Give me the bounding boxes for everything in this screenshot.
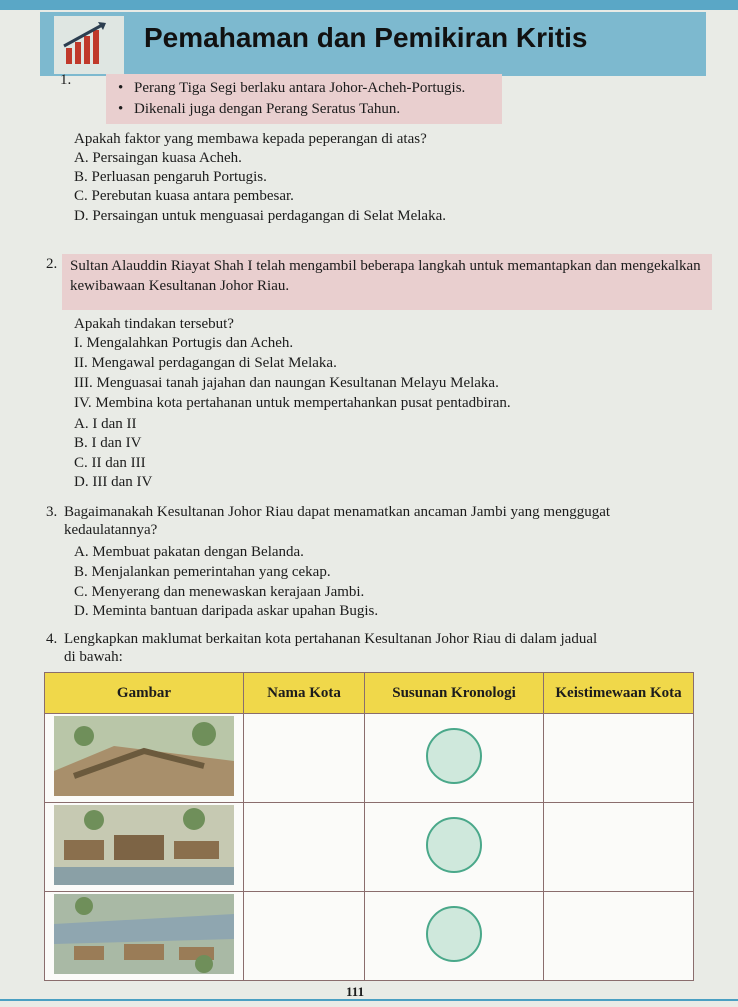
kronologi-circle[interactable]: [426, 817, 482, 873]
question-number-2: 2.: [46, 256, 58, 272]
q2-statement-4: IV. Membina kota pertahanan untuk mempertahankan pusat pentadbiran.: [74, 395, 511, 411]
table-header-row: [45, 673, 694, 714]
q2-option-c: C. II dan III: [74, 455, 146, 471]
q2-option-d: D. III dan IV: [74, 474, 153, 490]
question-number-1: 1.: [60, 72, 72, 88]
fort-image-1: [45, 714, 244, 803]
table-row: [45, 892, 694, 981]
keistimewaan-cell[interactable]: [544, 714, 694, 803]
q3-question-line1: Bagaimanakah Kesultanan Johor Riau dapat menamatkan ancaman Jambi yang menggugat: [64, 504, 611, 520]
q1-option-b: B. Perluasan pengaruh Portugis.: [74, 169, 267, 185]
page-number: 111: [346, 984, 365, 999]
col-gambar: Gambar: [45, 673, 244, 714]
keistimewaan-cell[interactable]: [544, 892, 694, 981]
nama-kota-cell[interactable]: [244, 803, 365, 892]
fortress-table: [44, 672, 694, 981]
q3-option-d: D. Meminta bantuan daripada askar upahan Bugis.: [74, 603, 379, 619]
q2-statement-1: I. Mengalahkan Portugis dan Acheh.: [74, 335, 294, 351]
q2-option-b: B. I dan IV: [74, 435, 142, 451]
q2-statement-3: III. Menguasai tanah jajahan dan naungan Kesultanan Melayu Melaka.: [74, 375, 499, 391]
q1-option-d: D. Persaingan untuk menguasai perdagangan di Selat Melaka.: [74, 208, 446, 224]
q1-question: Apakah faktor yang membawa kepada peperangan di atas?: [74, 131, 427, 147]
q3-question-line2: kedaulatannya?: [64, 522, 158, 538]
q1-bullet-1: • Perang Tiga Segi berlaku antara Johor-Acheh-Portugis.: [116, 78, 492, 99]
kronologi-circle[interactable]: [426, 728, 482, 784]
fort-image-3: [45, 892, 244, 981]
kronologi-circle[interactable]: [426, 906, 482, 962]
bar-chart-icon: [54, 16, 124, 74]
nama-kota-cell[interactable]: [244, 892, 365, 981]
question-number-4: 4.: [46, 631, 58, 647]
kronologi-cell[interactable]: [365, 892, 544, 981]
q3-option-b: B. Menjalankan pemerintahan yang cekap.: [74, 564, 331, 580]
top-strip: [0, 0, 738, 10]
q2-statement-2: II. Mengawal perdagangan di Selat Melaka.: [74, 355, 337, 371]
q3-option-c: C. Menyerang dan menewaskan kerajaan Jambi.: [74, 584, 365, 600]
page-bottom-line: [0, 999, 738, 1001]
keistimewaan-cell[interactable]: [544, 803, 694, 892]
q1-bullet-2: • Dikenali juga dengan Perang Seratus Tahun.: [116, 99, 492, 120]
q4-instruction-line1: Lengkapkan maklumat berkaitan kota pertahanan Kesultanan Johor Riau di dalam jadual: [64, 631, 598, 647]
nama-kota-cell[interactable]: [244, 714, 365, 803]
q2-question: Apakah tindakan tersebut?: [74, 316, 234, 332]
table-row: [45, 803, 694, 892]
kronologi-cell[interactable]: [365, 714, 544, 803]
fort-image-2: [45, 803, 244, 892]
table-row: [45, 714, 694, 803]
question-number-3: 3.: [46, 504, 58, 520]
col-susunan-kronologi: Susunan Kronologi: [365, 673, 544, 714]
q3-option-a: A. Membuat pakatan dengan Belanda.: [74, 544, 304, 560]
col-keistimewaan-kota: Keistimewaan Kota: [544, 673, 694, 714]
col-nama-kota: Nama Kota: [244, 673, 365, 714]
q1-option-c: C. Perebutan kuasa antara pembesar.: [74, 188, 294, 204]
q2-option-a: A. I dan II: [74, 416, 137, 432]
q1-option-a: A. Persaingan kuasa Acheh.: [74, 150, 242, 166]
section-header: [40, 12, 706, 76]
q2-stimulus-box: Sultan Alauddin Riayat Shah I telah mengambil beberapa langkah untuk memantapkan dan mengekalkan kewibawaan Kesultanan Johor Riau.: [62, 254, 712, 310]
section-title: Pemahaman dan Pemikiran Kritis: [144, 22, 588, 53]
kronologi-cell[interactable]: [365, 803, 544, 892]
q1-stimulus-box: [106, 74, 502, 124]
q4-instruction-line2: di bawah:: [64, 649, 123, 665]
